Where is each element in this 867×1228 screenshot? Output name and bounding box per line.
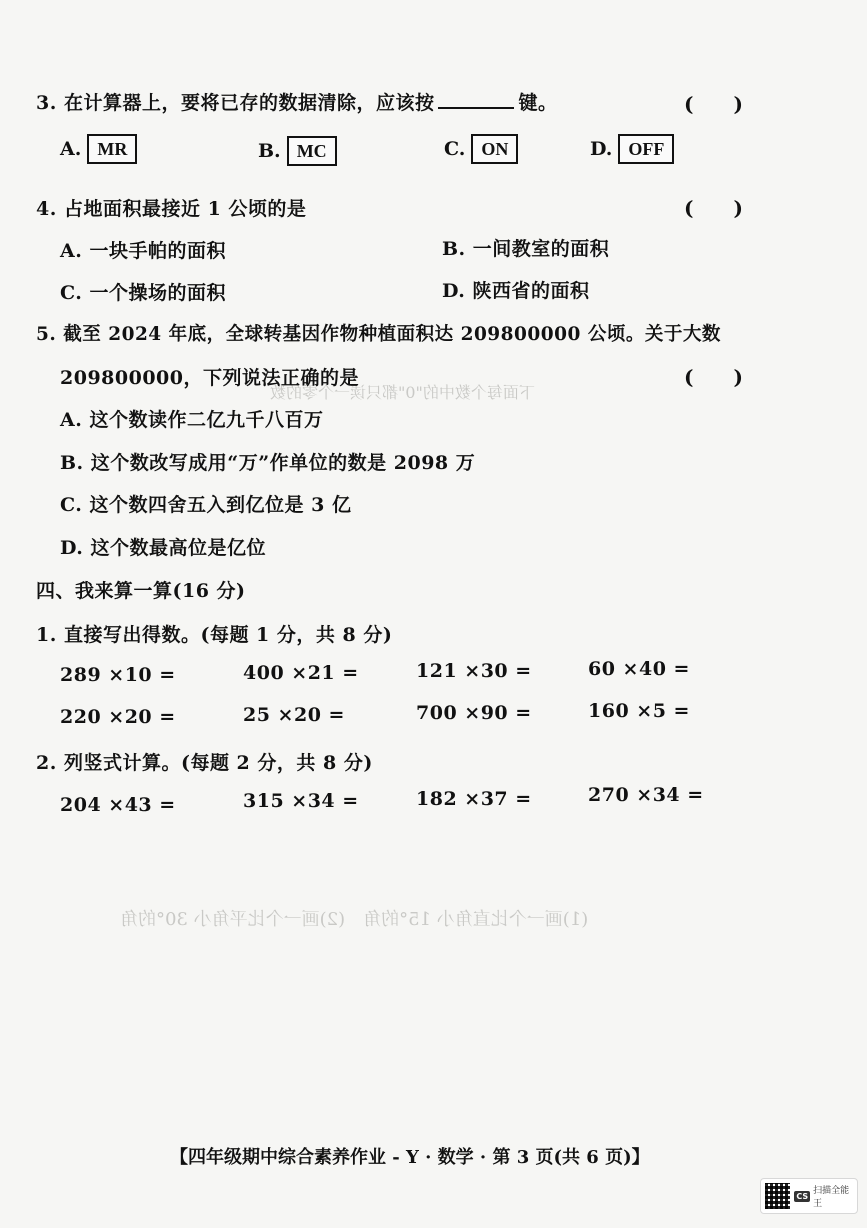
q3-option-b[interactable] bbox=[258, 136, 337, 166]
question-3 bbox=[36, 88, 557, 115]
q5-option-b[interactable]: B. 这个数改写成用“万”作单位的数是 2098 万 bbox=[60, 452, 476, 474]
q3-option-a[interactable] bbox=[60, 134, 137, 164]
scanner-badge bbox=[760, 1178, 858, 1214]
answer-blank[interactable] bbox=[438, 89, 514, 109]
calc-item[interactable]: 25 ×20 = bbox=[243, 704, 345, 726]
calc-item[interactable]: 121 ×30 = bbox=[416, 660, 532, 682]
vertical-calc-item[interactable]: 315 ×34 = bbox=[243, 790, 359, 812]
answer-paren-q3[interactable]: ( ) bbox=[684, 92, 743, 116]
q4-option-a[interactable]: A. 一块手帕的面积 bbox=[60, 240, 226, 262]
calc-item[interactable]: 60 ×40 = bbox=[588, 658, 690, 680]
answer-paren-q4[interactable]: ( ) bbox=[684, 196, 743, 220]
show-through-text: (1)画一个比直角小 15°的角 (2)画一个比平角小 30°的角 bbox=[120, 909, 589, 930]
q4-option-d[interactable]: D. 陕西省的面积 bbox=[442, 280, 590, 302]
calc-item[interactable]: 700 ×90 = bbox=[416, 702, 532, 724]
calc-item[interactable]: 160 ×5 = bbox=[588, 700, 690, 722]
off-key: OFF bbox=[618, 134, 674, 164]
on-key: ON bbox=[471, 134, 518, 164]
calc-item[interactable]: 400 ×21 = bbox=[243, 662, 359, 684]
vertical-calc-item[interactable]: 182 ×37 = bbox=[416, 788, 532, 810]
vertical-calc-item[interactable]: 204 ×43 = bbox=[60, 794, 176, 816]
q5-option-c[interactable]: C. 这个数四舍五入到亿位是 3 亿 bbox=[60, 494, 352, 516]
mc-key: MC bbox=[287, 136, 337, 166]
option-letter: D. bbox=[590, 138, 613, 160]
q3-option-c[interactable] bbox=[444, 134, 518, 164]
qr-code-icon bbox=[765, 1183, 790, 1209]
scanner-logo-icon: CS bbox=[796, 1191, 809, 1201]
answer-paren-q5[interactable]: ( ) bbox=[684, 365, 743, 389]
page-footer: 【四年级期中综合素养作业 - Y · 数学 · 第 3 页(共 6 页)】 bbox=[170, 1147, 650, 1168]
option-letter: B. bbox=[258, 140, 281, 162]
q5-option-d[interactable]: D. 这个数最高位是亿位 bbox=[60, 537, 267, 559]
question-5-line2: 209800000，下列说法正确的是 bbox=[60, 367, 359, 389]
question-4-text: 4. 占地面积最接近 1 公顷的是 bbox=[36, 198, 307, 220]
mr-key: MR bbox=[87, 134, 137, 164]
scanner-badge-text: 扫描全能王 bbox=[813, 1186, 850, 1209]
show-through-text: 下面每个数中的"0"都只读一个零的数 bbox=[270, 383, 535, 402]
calc-item[interactable]: 220 ×20 = bbox=[60, 706, 176, 728]
q4-option-c[interactable]: C. 一个操场的面积 bbox=[60, 282, 227, 304]
q3-option-d[interactable] bbox=[590, 134, 674, 164]
calc-item[interactable]: 289 ×10 = bbox=[60, 664, 176, 686]
part-2-title: 2. 列竖式计算。(每题 2 分，共 8 分) bbox=[36, 752, 373, 774]
section-4-title: 四、我来算一算(16 分) bbox=[36, 580, 246, 602]
question-3-text: 3. 在计算器上，要将已存的数据清除，应该按 bbox=[36, 92, 435, 114]
option-letter: C. bbox=[444, 138, 466, 160]
q4-option-b[interactable]: B. 一间教室的面积 bbox=[442, 238, 610, 260]
question-3-text-end: 键。 bbox=[518, 92, 558, 114]
option-letter: A. bbox=[60, 138, 82, 160]
part-1-title: 1. 直接写出得数。(每题 1 分，共 8 分) bbox=[36, 624, 393, 646]
question-5-line1: 5. 截至 2024 年底，全球转基因作物种植面积达 209800000 公顷。关于大数 bbox=[36, 324, 721, 345]
q5-option-a[interactable]: A. 这个数读作二亿九千八百万 bbox=[60, 409, 324, 431]
vertical-calc-item[interactable]: 270 ×34 = bbox=[588, 784, 704, 806]
